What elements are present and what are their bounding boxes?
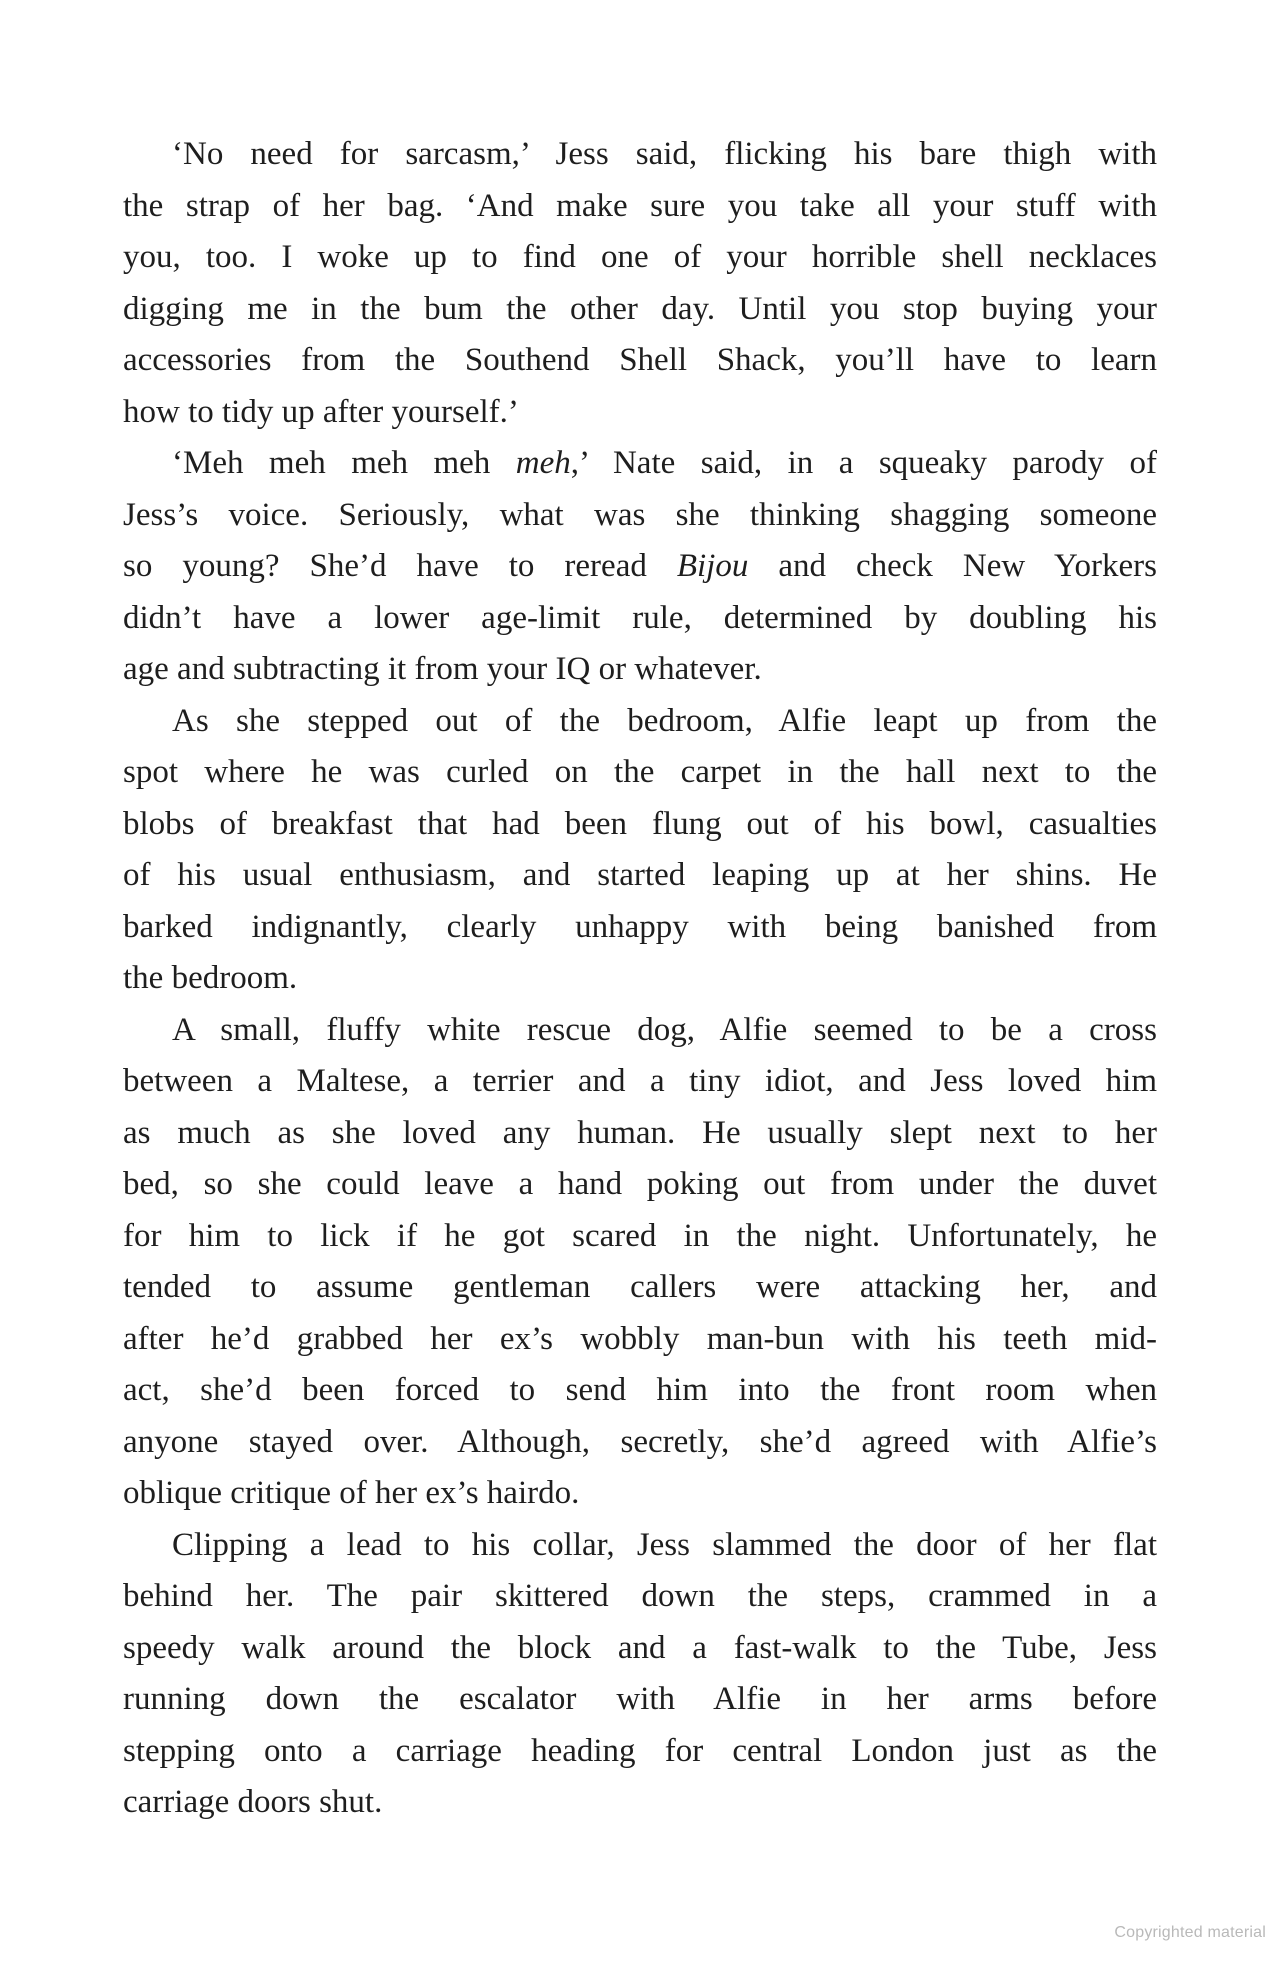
text-line: how to tidy up after yourself.’: [123, 393, 519, 430]
text-line: between a Maltese, a terrier and a tiny idiot, and Jess loved him: [123, 1063, 1157, 1099]
text-line: tended to assume gentleman callers were attacking her, and: [123, 1269, 1157, 1305]
text-line: of his usual enthusiasm, and started leaping up at her shins. He: [123, 857, 1157, 893]
text-line: you, too. I woke up to find one of your horrible shell necklaces: [123, 239, 1157, 275]
text-line: blobs of breakfast that had been flung out of his bowl, casualties: [123, 805, 1157, 842]
paragraph: [123, 129, 1157, 438]
text-line: accessories from the Southend Shell Shack, you’ll have to learn: [123, 342, 1157, 378]
copyright-notice: Copyrighted material: [1114, 1924, 1266, 1941]
text-line: [123, 438, 1157, 490]
text-line: bed, so she could leave a hand poking out from under the duvet: [123, 1166, 1157, 1202]
text-line: As she stepped out of the bedroom, Alfie leapt up from the: [172, 702, 1157, 739]
paragraph: [123, 1520, 1157, 1829]
italic-text: Bijou: [676, 548, 749, 584]
text-column: [123, 129, 1157, 1829]
paragraph: [123, 696, 1157, 1005]
text-line: [123, 541, 1157, 593]
paragraph: [123, 1005, 1157, 1520]
text-line: act, she’d been forced to send him into the front room when: [123, 1372, 1157, 1408]
text-line: the strap of her bag. ‘And make sure you take all your stuff with: [123, 187, 1157, 224]
text-line: Clipping a lead to his collar, Jess slammed the door of her flat: [172, 1526, 1157, 1563]
regular-text: ‘Meh meh meh meh: [172, 445, 516, 481]
text-line: behind her. The pair skittered down the steps, crammed in a: [123, 1578, 1157, 1614]
paragraph: [123, 438, 1157, 696]
text-line: stepping onto a carriage heading for central London just as the: [123, 1732, 1157, 1769]
text-line: ‘No need for sarcasm,’ Jess said, flicking his bare thigh with: [172, 136, 1157, 172]
regular-text: ,’ Nate said, in a squeaky parody of: [570, 445, 1157, 481]
text-line: oblique critique of her ex’s hairdo.: [123, 1475, 580, 1511]
text-line: Jess’s voice. Seriously, what was she thinking shagging someone: [123, 496, 1157, 533]
regular-text: and check New Yorkers: [748, 548, 1157, 584]
text-line: running down the escalator with Alfie in her arms before: [123, 1681, 1157, 1717]
text-line: age and subtracting it from your IQ or whatever.: [123, 651, 762, 687]
text-line: didn’t have a lower age-limit rule, determined by doubling his: [123, 599, 1157, 636]
text-line: spot where he was curled on the carpet in the hall next to the: [123, 754, 1157, 790]
text-line: digging me in the bum the other day. Until you stop buying your: [123, 290, 1157, 327]
text-line: the bedroom.: [123, 960, 298, 996]
italic-text: meh: [515, 445, 571, 481]
text-line: carriage doors shut.: [123, 1784, 383, 1820]
text-line: for him to lick if he got scared in the night. Unfortunately, he: [123, 1217, 1157, 1254]
text-line: speedy walk around the block and a fast-walk to the Tube, Jess: [123, 1629, 1157, 1666]
text-line: after he’d grabbed her ex’s wobbly man-bun with his teeth mid-: [123, 1320, 1157, 1357]
text-line: anyone stayed over. Although, secretly, she’d agreed with Alfie’s: [123, 1423, 1157, 1460]
text-line: as much as she loved any human. He usually slept next to her: [123, 1114, 1157, 1151]
text-line: barked indignantly, clearly unhappy with being banished from: [123, 908, 1157, 945]
text-line: A small, fluffy white rescue dog, Alfie seemed to be a cross: [172, 1011, 1157, 1048]
regular-text: so young? She’d have to reread: [123, 548, 677, 584]
